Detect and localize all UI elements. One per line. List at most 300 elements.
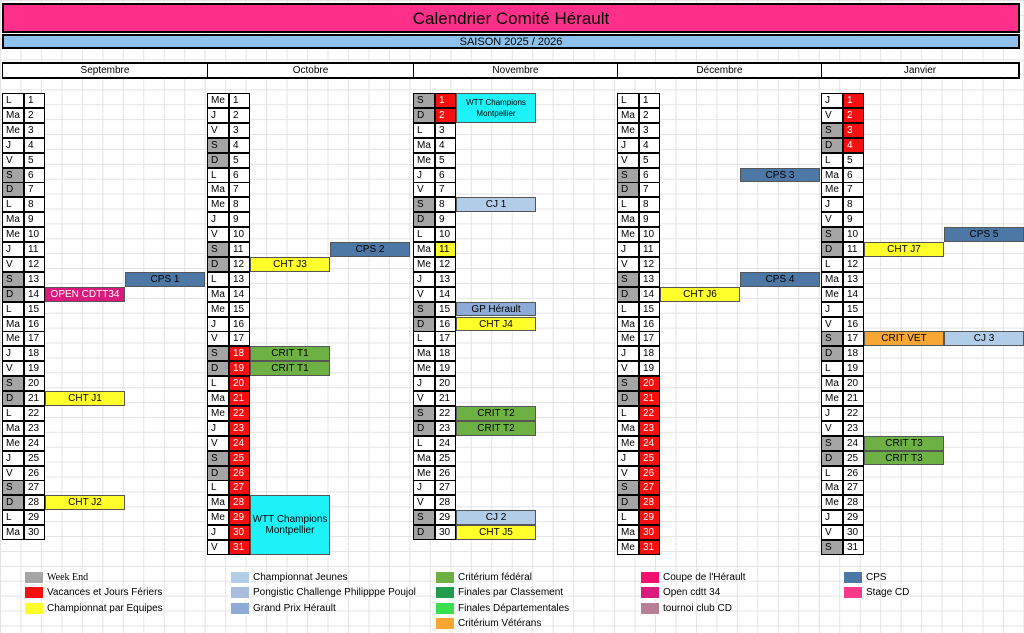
- weekday-cell: D: [821, 451, 843, 466]
- event-block[interactable]: CRIT T3: [864, 436, 944, 451]
- month-header: Janvier: [821, 62, 1020, 79]
- day-number-cell: 10: [639, 227, 660, 242]
- day-number-cell: 18: [229, 346, 250, 361]
- day-number-cell: 25: [639, 451, 660, 466]
- day-number-cell: 4: [229, 138, 250, 153]
- weekday-cell: Ma: [617, 108, 639, 123]
- day-number-cell: 22: [639, 406, 660, 421]
- day-number-cell: 6: [229, 168, 250, 183]
- weekday-cell: S: [821, 227, 843, 242]
- day-number-cell: 17: [24, 331, 45, 346]
- day-number-cell: 9: [435, 212, 456, 227]
- weekday-cell: Me: [2, 331, 24, 346]
- day-number-cell: 11: [24, 242, 45, 257]
- weekday-cell: Me: [821, 391, 843, 406]
- day-number-cell: 5: [24, 153, 45, 168]
- day-number-cell: 31: [843, 540, 864, 555]
- weekday-cell: V: [207, 331, 229, 346]
- day-number-cell: 14: [639, 287, 660, 302]
- weekday-cell: V: [207, 227, 229, 242]
- day-number-cell: 20: [843, 376, 864, 391]
- weekday-cell: D: [207, 257, 229, 272]
- weekday-cell: L: [207, 272, 229, 287]
- day-number-cell: 21: [229, 391, 250, 406]
- day-number-cell: 5: [639, 153, 660, 168]
- event-block[interactable]: CPS 4: [740, 272, 820, 287]
- legend-swatch: [843, 571, 863, 584]
- day-number-cell: 23: [229, 421, 250, 436]
- day-number-cell: 28: [229, 495, 250, 510]
- weekday-cell: L: [2, 302, 24, 317]
- event-block[interactable]: CPS 3: [740, 168, 820, 183]
- event-block[interactable]: CJ 2: [456, 510, 536, 525]
- weekday-cell: Ma: [2, 421, 24, 436]
- weekday-cell: D: [617, 495, 639, 510]
- weekday-cell: V: [617, 257, 639, 272]
- day-number-cell: 1: [435, 93, 456, 108]
- weekday-cell: D: [2, 287, 24, 302]
- day-number-cell: 24: [843, 436, 864, 451]
- event-block[interactable]: CHT J4: [456, 317, 536, 332]
- day-number-cell: 27: [24, 480, 45, 495]
- weekday-cell: L: [821, 153, 843, 168]
- day-number-cell: 29: [639, 510, 660, 525]
- day-number-cell: 1: [229, 93, 250, 108]
- weekday-cell: J: [413, 376, 435, 391]
- legend-swatch: [435, 602, 455, 615]
- day-number-cell: 13: [639, 272, 660, 287]
- legend-label: Championnat par Equipes: [47, 602, 163, 614]
- event-block[interactable]: GP Hérault: [456, 302, 536, 317]
- day-number-cell: 15: [639, 302, 660, 317]
- weekday-cell: Ma: [617, 525, 639, 540]
- day-number-cell: 23: [639, 421, 660, 436]
- weekday-cell: J: [207, 212, 229, 227]
- event-block[interactable]: CHT J5: [456, 525, 536, 540]
- event-block[interactable]: OPEN CDTT34: [45, 287, 125, 302]
- day-number-cell: 29: [843, 510, 864, 525]
- day-number-cell: 20: [435, 376, 456, 391]
- weekday-cell: Me: [413, 361, 435, 376]
- day-number-cell: 25: [843, 451, 864, 466]
- weekday-cell: L: [207, 376, 229, 391]
- day-number-cell: 22: [435, 406, 456, 421]
- weekday-cell: S: [413, 197, 435, 212]
- day-number-cell: 13: [24, 272, 45, 287]
- legend-label: Stage CD: [866, 587, 910, 599]
- day-number-cell: 12: [24, 257, 45, 272]
- weekday-cell: D: [207, 153, 229, 168]
- day-number-cell: 9: [843, 212, 864, 227]
- weekday-cell: S: [617, 168, 639, 183]
- weekday-cell: S: [413, 93, 435, 108]
- weekday-cell: S: [617, 480, 639, 495]
- day-number-cell: 11: [435, 242, 456, 257]
- legend-label: Open cdtt 34: [663, 587, 721, 599]
- weekday-cell: J: [207, 525, 229, 540]
- weekday-cell: Me: [207, 406, 229, 421]
- weekday-cell: L: [2, 510, 24, 525]
- day-number-cell: 4: [639, 138, 660, 153]
- day-number-cell: 25: [435, 451, 456, 466]
- event-block[interactable]: CHT J6: [660, 287, 740, 302]
- weekday-cell: S: [821, 331, 843, 346]
- day-number-cell: 21: [843, 391, 864, 406]
- weekday-cell: Me: [207, 197, 229, 212]
- legend-swatch: [640, 586, 660, 599]
- month-header: Octobre: [207, 62, 413, 79]
- day-number-cell: 4: [435, 138, 456, 153]
- weekday-cell: D: [617, 391, 639, 406]
- day-number-cell: 30: [24, 525, 45, 540]
- weekday-cell: D: [413, 212, 435, 227]
- weekday-cell: S: [617, 272, 639, 287]
- day-number-cell: 24: [24, 436, 45, 451]
- day-number-cell: 23: [435, 421, 456, 436]
- weekday-cell: Ma: [821, 168, 843, 183]
- day-number-cell: 12: [639, 257, 660, 272]
- weekday-cell: L: [617, 510, 639, 525]
- event-block[interactable]: CHT J7: [864, 242, 944, 257]
- day-number-cell: 16: [843, 317, 864, 332]
- event-block[interactable]: CRIT T1: [250, 361, 330, 376]
- weekday-cell: S: [2, 168, 24, 183]
- day-number-cell: 21: [24, 391, 45, 406]
- weekday-cell: Ma: [413, 346, 435, 361]
- weekday-cell: D: [2, 182, 24, 197]
- legend-label: Coupe de l'Hérault: [663, 572, 746, 583]
- day-number-cell: 15: [843, 302, 864, 317]
- day-number-cell: 4: [843, 138, 864, 153]
- weekday-cell: D: [821, 138, 843, 153]
- day-number-cell: 18: [639, 346, 660, 361]
- legend-swatch: [435, 617, 455, 630]
- weekday-cell: V: [413, 495, 435, 510]
- weekday-cell: V: [2, 466, 24, 481]
- day-number-cell: 3: [24, 123, 45, 138]
- event-block[interactable]: CJ 1: [456, 197, 536, 212]
- event-block[interactable]: CHT J3: [250, 257, 330, 272]
- weekday-cell: Ma: [617, 212, 639, 227]
- day-number-cell: 8: [229, 197, 250, 212]
- weekday-cell: Ma: [617, 421, 639, 436]
- weekday-cell: J: [2, 242, 24, 257]
- day-number-cell: 12: [843, 257, 864, 272]
- weekday-cell: V: [821, 108, 843, 123]
- day-number-cell: 25: [24, 451, 45, 466]
- weekday-cell: J: [617, 138, 639, 153]
- day-number-cell: 7: [24, 182, 45, 197]
- weekday-cell: V: [821, 421, 843, 436]
- day-number-cell: 29: [24, 510, 45, 525]
- event-block[interactable]: CRIT T2: [456, 406, 536, 421]
- weekday-cell: S: [413, 302, 435, 317]
- day-number-cell: 29: [435, 510, 456, 525]
- weekday-cell: Me: [413, 257, 435, 272]
- legend-label: CPS: [866, 572, 887, 583]
- weekday-cell: J: [413, 480, 435, 495]
- weekday-cell: Ma: [2, 108, 24, 123]
- event-block[interactable]: CHT J2: [45, 495, 125, 510]
- weekday-cell: V: [207, 540, 229, 555]
- weekday-cell: S: [2, 376, 24, 391]
- weekday-cell: J: [207, 317, 229, 332]
- month-header: Novembre: [413, 62, 617, 79]
- event-block[interactable]: CPS 5: [944, 227, 1024, 242]
- day-number-cell: 18: [843, 346, 864, 361]
- day-number-cell: 24: [435, 436, 456, 451]
- legend-label: Vacances et Jours Fériers: [47, 587, 163, 599]
- weekday-cell: D: [413, 108, 435, 123]
- day-number-cell: 28: [843, 495, 864, 510]
- weekday-cell: L: [2, 406, 24, 421]
- weekday-cell: D: [2, 495, 24, 510]
- day-number-cell: 30: [435, 525, 456, 540]
- day-number-cell: 27: [435, 480, 456, 495]
- weekday-cell: J: [617, 346, 639, 361]
- legend-label: Finales Départementales: [458, 602, 570, 614]
- weekday-cell: J: [821, 197, 843, 212]
- day-number-cell: 14: [435, 287, 456, 302]
- day-number-cell: 25: [229, 451, 250, 466]
- day-number-cell: 7: [639, 182, 660, 197]
- day-number-cell: 30: [229, 525, 250, 540]
- day-number-cell: 12: [229, 257, 250, 272]
- legend-label: tournoi club CD: [663, 602, 732, 614]
- day-number-cell: 16: [229, 317, 250, 332]
- day-number-cell: 14: [843, 287, 864, 302]
- day-number-cell: 3: [639, 123, 660, 138]
- weekday-cell: J: [2, 138, 24, 153]
- weekday-cell: D: [821, 346, 843, 361]
- weekday-cell: V: [207, 436, 229, 451]
- weekday-cell: Ma: [207, 287, 229, 302]
- weekday-cell: S: [413, 406, 435, 421]
- day-number-cell: 23: [843, 421, 864, 436]
- weekday-cell: Ma: [617, 317, 639, 332]
- weekday-cell: Ma: [2, 317, 24, 332]
- weekday-cell: Me: [617, 331, 639, 346]
- weekday-cell: L: [821, 361, 843, 376]
- day-number-cell: 11: [843, 242, 864, 257]
- weekday-cell: Ma: [413, 451, 435, 466]
- weekday-cell: V: [413, 391, 435, 406]
- weekday-cell: Me: [821, 495, 843, 510]
- day-number-cell: 2: [639, 108, 660, 123]
- day-number-cell: 10: [229, 227, 250, 242]
- legend-swatch: [230, 602, 250, 615]
- day-number-cell: 24: [639, 436, 660, 451]
- weekday-cell: Me: [617, 436, 639, 451]
- weekday-cell: J: [207, 421, 229, 436]
- weekday-cell: V: [413, 287, 435, 302]
- season-subtitle: SAISON 2025 / 2026: [2, 34, 1020, 49]
- day-number-cell: 1: [843, 93, 864, 108]
- month-header: Septembre: [2, 62, 207, 79]
- legend-label: Critérium Vétérans: [458, 617, 542, 629]
- day-number-cell: 9: [229, 212, 250, 227]
- day-number-cell: 4: [24, 138, 45, 153]
- day-number-cell: 7: [229, 182, 250, 197]
- day-number-cell: 19: [843, 361, 864, 376]
- weekday-cell: D: [821, 242, 843, 257]
- day-number-cell: 3: [229, 123, 250, 138]
- weekday-cell: V: [2, 153, 24, 168]
- event-block[interactable]: WTT Champions Montpellier: [456, 93, 536, 123]
- weekday-cell: J: [821, 510, 843, 525]
- weekday-cell: D: [617, 182, 639, 197]
- weekday-cell: Me: [207, 302, 229, 317]
- weekday-cell: Me: [207, 93, 229, 108]
- day-number-cell: 2: [24, 108, 45, 123]
- day-number-cell: 20: [229, 376, 250, 391]
- weekday-cell: J: [207, 108, 229, 123]
- day-number-cell: 22: [843, 406, 864, 421]
- weekday-cell: V: [821, 212, 843, 227]
- weekday-cell: Ma: [413, 242, 435, 257]
- day-number-cell: 31: [229, 540, 250, 555]
- day-number-cell: 21: [639, 391, 660, 406]
- day-number-cell: 13: [229, 272, 250, 287]
- weekday-cell: Ma: [2, 525, 24, 540]
- day-number-cell: 15: [24, 302, 45, 317]
- weekday-cell: L: [617, 302, 639, 317]
- weekday-cell: S: [207, 138, 229, 153]
- weekday-cell: S: [207, 451, 229, 466]
- weekday-cell: Me: [617, 123, 639, 138]
- weekday-cell: S: [2, 272, 24, 287]
- day-number-cell: 7: [435, 182, 456, 197]
- weekday-cell: S: [821, 436, 843, 451]
- event-block[interactable]: CJ 3: [944, 331, 1024, 346]
- legend-label: Critérium fédéral: [458, 572, 532, 583]
- day-number-cell: 11: [229, 242, 250, 257]
- day-number-cell: 2: [229, 108, 250, 123]
- day-number-cell: 31: [639, 540, 660, 555]
- legend-label: Finales par Classement: [458, 587, 564, 599]
- weekday-cell: L: [413, 436, 435, 451]
- day-number-cell: 6: [24, 168, 45, 183]
- weekday-cell: Me: [2, 436, 24, 451]
- day-number-cell: 3: [435, 123, 456, 138]
- event-block[interactable]: WTT Champions Montpellier: [250, 495, 330, 555]
- weekday-cell: Ma: [207, 495, 229, 510]
- day-number-cell: 6: [639, 168, 660, 183]
- day-number-cell: 10: [24, 227, 45, 242]
- weekday-cell: J: [617, 451, 639, 466]
- weekday-cell: Me: [413, 466, 435, 481]
- weekday-cell: L: [2, 197, 24, 212]
- weekday-cell: V: [821, 317, 843, 332]
- day-number-cell: 26: [24, 466, 45, 481]
- weekday-cell: Ma: [2, 212, 24, 227]
- day-number-cell: 10: [435, 227, 456, 242]
- event-block[interactable]: CRIT T1: [250, 346, 330, 361]
- event-block[interactable]: CPS 1: [125, 272, 205, 287]
- weekday-cell: D: [413, 421, 435, 436]
- day-number-cell: 5: [229, 153, 250, 168]
- weekday-cell: L: [2, 93, 24, 108]
- weekday-cell: Me: [207, 510, 229, 525]
- day-number-cell: 9: [639, 212, 660, 227]
- day-number-cell: 18: [24, 346, 45, 361]
- weekday-cell: D: [2, 391, 24, 406]
- weekday-cell: D: [413, 525, 435, 540]
- day-number-cell: 15: [435, 302, 456, 317]
- day-number-cell: 26: [639, 466, 660, 481]
- day-number-cell: 27: [229, 480, 250, 495]
- legend-swatch: [640, 602, 660, 615]
- day-number-cell: 16: [639, 317, 660, 332]
- legend-label: Pongistic Challenge Philipppe Poujol: [253, 587, 416, 599]
- weekday-cell: D: [207, 361, 229, 376]
- weekday-cell: Ma: [413, 138, 435, 153]
- day-number-cell: 8: [24, 197, 45, 212]
- event-block[interactable]: CRIT T2: [456, 421, 536, 436]
- day-number-cell: 3: [843, 123, 864, 138]
- day-number-cell: 18: [435, 346, 456, 361]
- event-block[interactable]: CHT J1: [45, 391, 125, 406]
- weekday-cell: V: [207, 123, 229, 138]
- weekday-cell: V: [2, 257, 24, 272]
- weekday-cell: S: [821, 123, 843, 138]
- day-number-cell: 21: [435, 391, 456, 406]
- weekday-cell: V: [617, 361, 639, 376]
- day-number-cell: 24: [229, 436, 250, 451]
- day-number-cell: 12: [435, 257, 456, 272]
- day-number-cell: 8: [639, 197, 660, 212]
- weekday-cell: S: [821, 540, 843, 555]
- day-number-cell: 22: [229, 406, 250, 421]
- event-block[interactable]: CRIT T3: [864, 451, 944, 466]
- legend-swatch: [24, 571, 44, 584]
- day-number-cell: 23: [24, 421, 45, 436]
- weekday-cell: L: [207, 480, 229, 495]
- event-block[interactable]: CPS 2: [330, 242, 410, 257]
- day-number-cell: 19: [639, 361, 660, 376]
- weekday-cell: J: [821, 406, 843, 421]
- day-number-cell: 20: [24, 376, 45, 391]
- event-block[interactable]: CRIT VET: [864, 331, 944, 346]
- weekday-cell: Ma: [207, 391, 229, 406]
- weekday-cell: J: [2, 346, 24, 361]
- weekday-cell: S: [207, 242, 229, 257]
- legend-swatch: [24, 586, 44, 599]
- day-number-cell: 17: [639, 331, 660, 346]
- day-number-cell: 8: [843, 197, 864, 212]
- day-number-cell: 28: [639, 495, 660, 510]
- day-number-cell: 27: [639, 480, 660, 495]
- weekday-cell: L: [413, 331, 435, 346]
- day-number-cell: 14: [229, 287, 250, 302]
- day-number-cell: 7: [843, 182, 864, 197]
- weekday-cell: J: [2, 451, 24, 466]
- weekday-cell: Me: [617, 540, 639, 555]
- weekday-cell: Ma: [821, 480, 843, 495]
- day-number-cell: 1: [24, 93, 45, 108]
- day-number-cell: 20: [639, 376, 660, 391]
- weekday-cell: L: [207, 168, 229, 183]
- weekday-cell: J: [821, 302, 843, 317]
- weekday-cell: S: [617, 376, 639, 391]
- weekday-cell: S: [413, 510, 435, 525]
- day-number-cell: 5: [843, 153, 864, 168]
- weekday-cell: D: [617, 287, 639, 302]
- weekday-cell: D: [413, 317, 435, 332]
- weekday-cell: Me: [821, 287, 843, 302]
- legend-swatch: [640, 571, 660, 584]
- weekday-cell: J: [821, 93, 843, 108]
